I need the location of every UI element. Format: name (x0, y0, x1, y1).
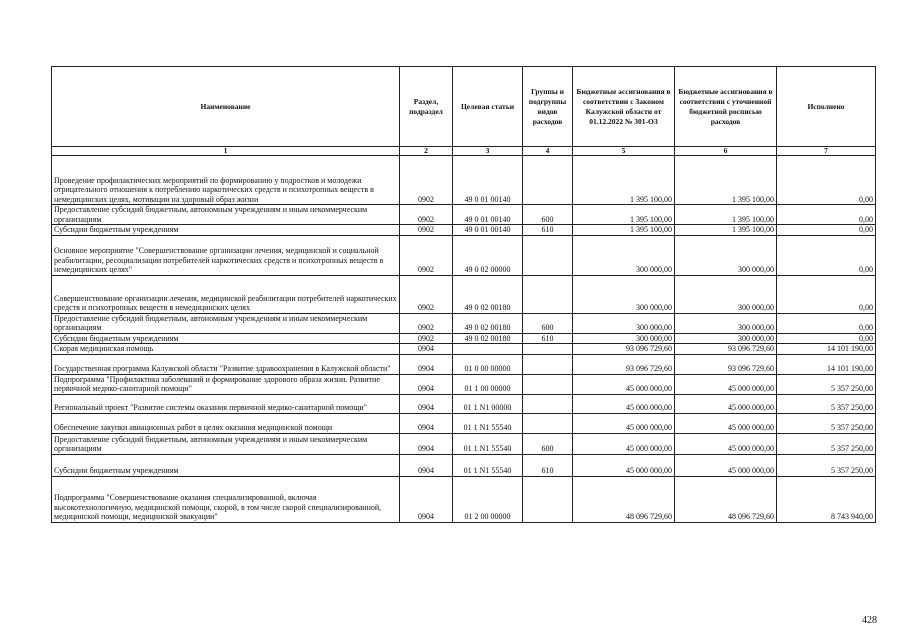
row-refined-amount: 45 000 000,00 (675, 394, 777, 413)
row-name: Региональный проект "Развитие системы оказания первичной медико-санитарной помощи" (52, 394, 400, 413)
row-executed-amount: 0,00 (777, 275, 876, 313)
row-section: 0902 (400, 235, 453, 275)
row-section: 0902 (400, 275, 453, 313)
column-number: 5 (573, 147, 675, 156)
row-group (523, 374, 573, 394)
row-executed-amount: 5 357 250,00 (777, 433, 876, 454)
row-section: 0904 (400, 433, 453, 454)
row-executed-amount: 0,00 (777, 313, 876, 333)
row-name: Субсидии бюджетным учреждениям (52, 333, 400, 344)
table-row (52, 275, 876, 313)
row-law-amount: 93 096 729,60 (573, 354, 675, 374)
row-group (523, 354, 573, 374)
row-target: 49 0 02 00180 (453, 333, 523, 344)
column-number: 3 (453, 147, 523, 156)
row-group (523, 344, 573, 355)
column-number: 7 (777, 147, 876, 156)
row-refined-amount: 300 000,00 (675, 333, 777, 344)
header-name: Наименование (52, 67, 400, 147)
row-group (523, 156, 573, 205)
row-executed-amount: 5 357 250,00 (777, 394, 876, 413)
row-refined-amount: 45 000 000,00 (675, 433, 777, 454)
row-target: 49 0 01 00140 (453, 205, 523, 225)
header-section: Раздел, подраздел (400, 67, 453, 147)
row-section: 0902 (400, 333, 453, 344)
row-name: Подпрограмма "Совершенствование оказания специализированной, включая высокотехнологичную, медицинской помощи, скорой, в том числе скорой специализированной, медицинской помощи, медицинской эвакуации" (52, 476, 400, 522)
row-name: Субсидии бюджетным учреждениям (52, 454, 400, 476)
row-refined-amount: 300 000,00 (675, 235, 777, 275)
row-refined-amount: 45 000 000,00 (675, 454, 777, 476)
header-groups: Группы и подгруппы видов расходов (523, 67, 573, 147)
table-row (52, 156, 876, 205)
row-law-amount: 93 096 729,60 (573, 344, 675, 355)
row-law-amount: 45 000 000,00 (573, 394, 675, 413)
table-row (52, 374, 876, 394)
table-row (52, 476, 876, 522)
row-law-amount: 300 000,00 (573, 275, 675, 313)
row-refined-amount: 300 000,00 (675, 313, 777, 333)
row-refined-amount: 93 096 729,60 (675, 344, 777, 355)
row-refined-amount: 45 000 000,00 (675, 413, 777, 433)
row-law-amount: 300 000,00 (573, 313, 675, 333)
row-target: 01 1 N1 55540 (453, 413, 523, 433)
row-name: Совершенствование организации лечения, медицинской реабилитации потребителей наркотических средств и психотропных веществ в немедицинских целях (52, 275, 400, 313)
table-body (52, 156, 876, 523)
row-target: 01 2 00 00000 (453, 476, 523, 522)
row-section: 0904 (400, 374, 453, 394)
header-target: Целевая статьи (453, 67, 523, 147)
table-row (52, 454, 876, 476)
table-row (52, 225, 876, 236)
row-executed-amount: 14 101 190,00 (777, 354, 876, 374)
budget-table (51, 66, 876, 523)
row-target: 01 0 00 00000 (453, 354, 523, 374)
row-target: 49 0 01 00140 (453, 156, 523, 205)
row-target: 01 1 00 00000 (453, 374, 523, 394)
row-target: 49 0 02 00000 (453, 235, 523, 275)
row-law-amount: 1 395 100,00 (573, 156, 675, 205)
row-group (523, 476, 573, 522)
row-refined-amount: 93 096 729,60 (675, 354, 777, 374)
header-law: Бюджетные ассигнования в соответствии с Законом Калужской области от 01.12.2022 № 301-ОЗ (573, 67, 675, 147)
row-name: Предоставление субсидий бюджетным, автономным учреждениям и иным некоммерческим организациям (52, 433, 400, 454)
table-row (52, 333, 876, 344)
row-executed-amount: 14 101 190,00 (777, 344, 876, 355)
row-name: Предоставление субсидий бюджетным, автономным учреждениям и иным некоммерческим организациям (52, 313, 400, 333)
row-section: 0904 (400, 394, 453, 413)
row-name: Предоставление субсидий бюджетным, автономным учреждениям и иным некоммерческим организациям (52, 205, 400, 225)
column-number: 2 (400, 147, 453, 156)
row-law-amount: 45 000 000,00 (573, 413, 675, 433)
table-row (52, 394, 876, 413)
row-law-amount: 45 000 000,00 (573, 454, 675, 476)
row-law-amount: 1 395 100,00 (573, 225, 675, 236)
row-executed-amount: 5 357 250,00 (777, 374, 876, 394)
row-group (523, 413, 573, 433)
row-target: 49 0 02 00180 (453, 275, 523, 313)
row-law-amount: 45 000 000,00 (573, 374, 675, 394)
column-number: 4 (523, 147, 573, 156)
row-name: Субсидии бюджетным учреждениям (52, 225, 400, 236)
table-row (52, 313, 876, 333)
row-executed-amount: 0,00 (777, 333, 876, 344)
row-law-amount: 1 395 100,00 (573, 205, 675, 225)
row-group: 600 (523, 433, 573, 454)
header-refined: Бюджетные ассигнования в соответствии с уточненной бюджетной росписью расходов (675, 67, 777, 147)
table-row (52, 344, 876, 355)
row-section: 0902 (400, 205, 453, 225)
row-law-amount: 300 000,00 (573, 333, 675, 344)
row-executed-amount: 0,00 (777, 225, 876, 236)
row-target (453, 344, 523, 355)
row-target: 01 1 N1 00000 (453, 394, 523, 413)
row-target: 49 0 02 00180 (453, 313, 523, 333)
row-name: Проведение профилактических мероприятий по формированию у подростков и молодежи отрицательного отношения к потреблению наркотических средств и психотропных веществ в немедицинских целях, мотивации на здоровый образ жизни (52, 156, 400, 205)
header-executed: Исполнено (777, 67, 876, 147)
row-section: 0904 (400, 476, 453, 522)
row-group: 610 (523, 225, 573, 236)
row-law-amount: 45 000 000,00 (573, 433, 675, 454)
row-section: 0904 (400, 344, 453, 355)
row-target: 01 1 N1 55540 (453, 454, 523, 476)
row-refined-amount: 300 000,00 (675, 275, 777, 313)
page-number: 428 (862, 615, 877, 626)
row-refined-amount: 1 395 100,00 (675, 225, 777, 236)
row-executed-amount: 8 743 940,00 (777, 476, 876, 522)
row-refined-amount: 1 395 100,00 (675, 205, 777, 225)
row-executed-amount: 5 357 250,00 (777, 454, 876, 476)
table-row (52, 354, 876, 374)
table-row (52, 205, 876, 225)
row-refined-amount: 45 000 000,00 (675, 374, 777, 394)
row-law-amount: 48 096 729,60 (573, 476, 675, 522)
row-law-amount: 300 000,00 (573, 235, 675, 275)
row-target: 49 0 01 00140 (453, 225, 523, 236)
row-name: Государственная программа Калужской области "Развитие здравоохранения в Калужской области" (52, 354, 400, 374)
row-executed-amount: 0,00 (777, 235, 876, 275)
row-group: 610 (523, 454, 573, 476)
row-group (523, 275, 573, 313)
row-section: 0904 (400, 413, 453, 433)
column-number: 6 (675, 147, 777, 156)
table-row (52, 433, 876, 454)
row-executed-amount: 5 357 250,00 (777, 413, 876, 433)
row-executed-amount: 0,00 (777, 205, 876, 225)
row-name: Основное мероприятие "Совершенствование организации лечения, медицинской и социальной реабилитации, ресоциализации потребителей наркотических средств и психотропных веществ в немедицинских целях" (52, 235, 400, 275)
row-section: 0904 (400, 454, 453, 476)
table-row (52, 413, 876, 433)
row-target: 01 1 N1 55540 (453, 433, 523, 454)
row-section: 0904 (400, 354, 453, 374)
row-executed-amount: 0,00 (777, 156, 876, 205)
row-section: 0902 (400, 156, 453, 205)
row-group (523, 235, 573, 275)
row-section: 0902 (400, 225, 453, 236)
row-name: Обеспечение закупки авиационных работ в целях оказания медицинской помощи (52, 413, 400, 433)
row-group (523, 394, 573, 413)
row-refined-amount: 1 395 100,00 (675, 156, 777, 205)
column-number: 1 (52, 147, 400, 156)
row-section: 0902 (400, 313, 453, 333)
row-refined-amount: 48 096 729,60 (675, 476, 777, 522)
row-name: Подпрограмма "Профилактика заболеваний и формирование здорового образа жизни. Развитие первичной медико-санитарной помощи" (52, 374, 400, 394)
row-group: 600 (523, 313, 573, 333)
row-group: 600 (523, 205, 573, 225)
row-group: 610 (523, 333, 573, 344)
table-row (52, 235, 876, 275)
row-name: Скорая медицинская помощь (52, 344, 400, 355)
